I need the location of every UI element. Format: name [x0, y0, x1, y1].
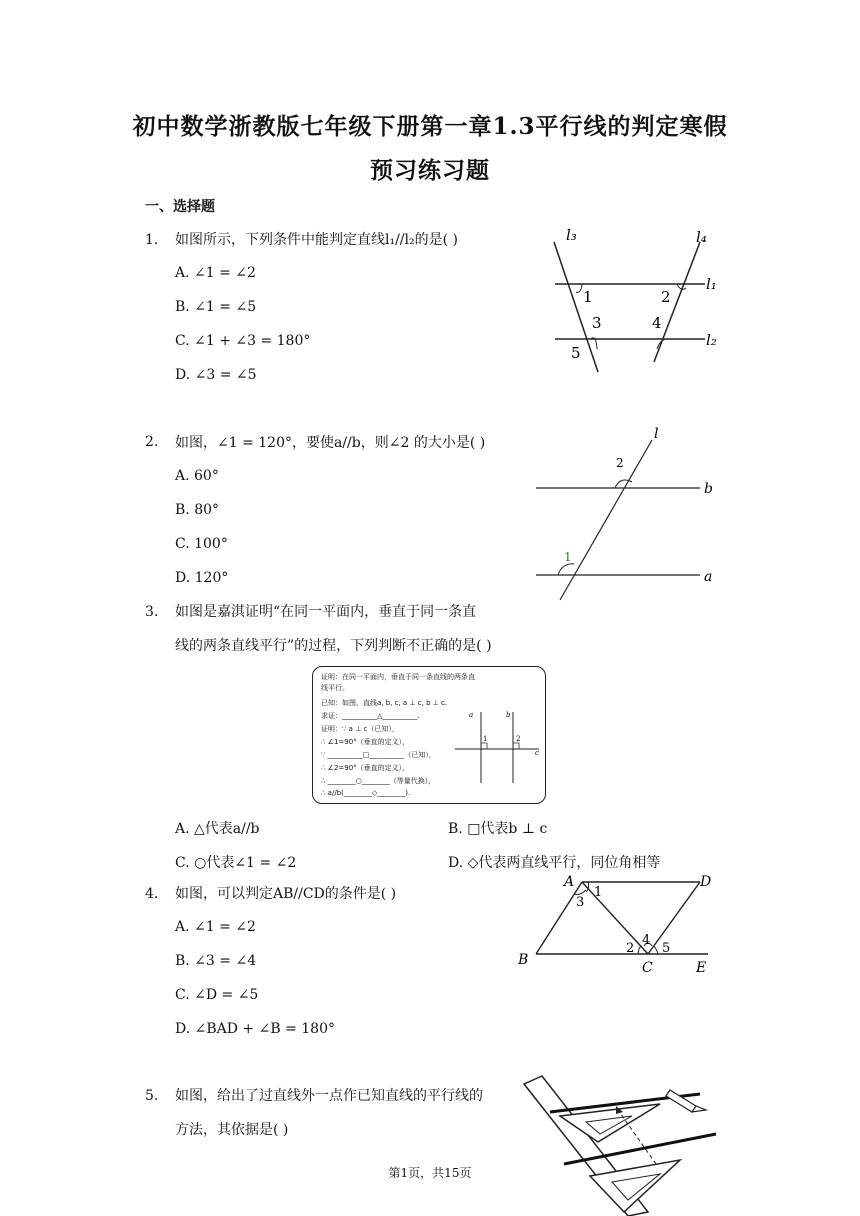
question-5-number: 5.	[145, 1088, 159, 1104]
question-4-option-d: D. ∠BAD + ∠B = 180°	[175, 1021, 335, 1037]
question-2-option-d: D. 120°	[175, 570, 229, 586]
angle-3-label: 3	[592, 314, 602, 332]
angle-2-label: 2	[661, 288, 671, 306]
proof-box	[312, 666, 546, 804]
question-5-text-line2: 方法，其依据是( )	[175, 1122, 289, 1138]
label-a: a	[704, 569, 713, 585]
point-b-label: B	[518, 952, 529, 968]
angle-1-label: 1	[564, 550, 572, 564]
proof-line: ∴ a//b(________◇________).	[321, 789, 411, 797]
question-4-option-c: C. ∠D = ∠5	[175, 987, 259, 1003]
question-2-option-b: B. 80°	[175, 502, 220, 518]
angle-4-label: 4	[642, 933, 651, 948]
question-1-figure	[540, 222, 730, 382]
label-l1: l₁	[706, 275, 717, 293]
question-3-number: 3.	[145, 604, 159, 620]
question-1-option-b: B. ∠1 = ∠5	[175, 299, 257, 315]
label-l: l	[654, 426, 659, 442]
proof-line: 证明：在同一平面内，垂直于同一条直线的两条直	[321, 673, 475, 681]
angle-2-label: 2	[616, 456, 624, 470]
question-3-option-d: D. ◇代表两直线平行，同位角相等	[448, 855, 661, 871]
question-5-figure	[520, 1072, 730, 1216]
question-4-number: 4.	[145, 886, 159, 902]
label-b: b	[704, 481, 713, 497]
question-2-number: 2.	[145, 434, 159, 450]
question-3-text-line1: 如图是嘉淇证明“在同一平面内，垂直于同一条直	[175, 604, 477, 620]
label-l3: l₃	[566, 226, 577, 244]
question-1-option-c: C. ∠1 + ∠3 = 180°	[175, 333, 311, 349]
label-l4: l₄	[696, 228, 707, 246]
angle-4-label: 4	[652, 314, 662, 332]
question-1-option-d: D. ∠3 = ∠5	[175, 367, 257, 383]
proof-line: 求证：__________△__________.	[321, 712, 420, 720]
question-3-option-a: A. △代表a//b	[175, 821, 260, 837]
proof-line: ∴ ∠2=90°（垂直的定义），	[321, 764, 410, 772]
point-c-label: C	[642, 960, 653, 976]
question-1-number: 1.	[145, 232, 159, 248]
question-5-text-line1: 如图，给出了过直线外一点作已知直线的平行线的	[175, 1088, 483, 1104]
proof-line: ∴ ∠1=90°（垂直的定义），	[321, 738, 410, 746]
svg-text:1: 1	[483, 735, 488, 743]
svg-text:c: c	[535, 749, 539, 757]
question-2-figure	[528, 422, 728, 602]
label-l2: l₂	[706, 331, 717, 349]
question-3-option-c: C. ○代表∠1 = ∠2	[175, 855, 297, 871]
section-heading: 一、选择题	[145, 199, 215, 215]
svg-text:a: a	[469, 711, 474, 719]
svg-text:2: 2	[516, 735, 521, 743]
question-2-text: 如图，∠1 = 120°，要使a//b，则∠2 的大小是( )	[175, 435, 486, 451]
angle-5-label: 5	[571, 344, 581, 362]
page-footer: 第1页，共15页	[388, 1166, 472, 1180]
point-d-label: D	[700, 874, 712, 890]
question-3-option-b: B. □代表b ⊥ c	[448, 821, 548, 837]
angle-1-label: 1	[583, 288, 593, 306]
point-a-label: A	[564, 874, 575, 890]
question-1-option-a: A. ∠1 = ∠2	[175, 265, 256, 281]
question-2-option-a: A. 60°	[175, 468, 219, 484]
angle-2-label: 2	[626, 941, 635, 956]
question-4-figure	[512, 868, 722, 980]
document-title-line1: 初中数学浙教版七年级下册第一章1.3平行线的判定寒假	[132, 113, 728, 140]
question-3-text-line2: 线的两条直线平行”的过程，下列判断不正确的是( )	[175, 638, 492, 654]
proof-line: 证明：∵ a ⊥ c（已知），	[321, 725, 399, 733]
angle-3-label: 3	[576, 895, 585, 910]
proof-line: ∴ ________○________（等量代换），	[321, 777, 436, 785]
angle-5-label: 5	[662, 941, 671, 956]
document-title-line2: 预习练习题	[370, 157, 490, 184]
proof-line: 线平行。	[321, 684, 349, 692]
proof-figure	[453, 707, 543, 787]
angle-1-label: 1	[594, 885, 603, 900]
point-e-label: E	[696, 960, 707, 976]
svg-text:b: b	[506, 711, 511, 719]
question-1-text: 如图所示，下列条件中能判定直线l₁//l₂的是( )	[175, 232, 458, 248]
question-4-option-b: B. ∠3 = ∠4	[175, 953, 257, 969]
proof-line: ∵ __________□__________（已知），	[321, 751, 436, 759]
question-4-text: 如图，可以判定AB//CD的条件是( )	[175, 886, 397, 902]
question-4-option-a: A. ∠1 = ∠2	[175, 919, 256, 935]
proof-line: 已知：如图，直线a, b, c, a ⊥ c, b ⊥ c.	[321, 699, 448, 707]
question-2-option-c: C. 100°	[175, 536, 228, 552]
